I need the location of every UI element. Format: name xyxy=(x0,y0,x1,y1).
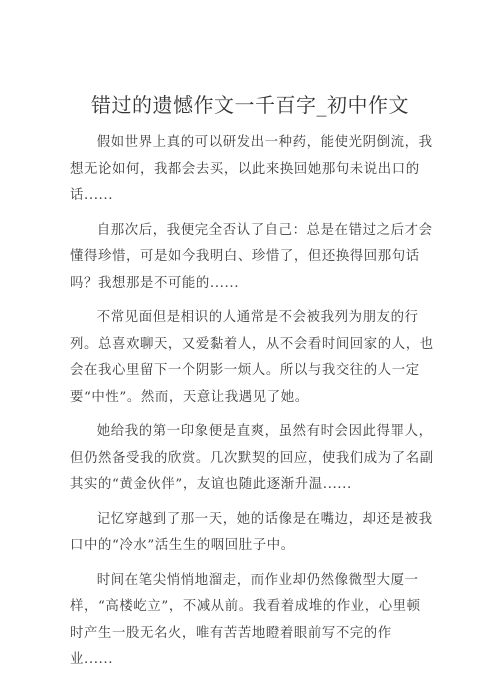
paragraph: 时间在笔尖悄悄地溜走，而作业却仍然像微型大厦一样，“高楼屹立”，不减从前。我看着成堆的作业，心里顿时产生一股无名火，唯有苦苦地瞪着眼前写不完的作业...... xyxy=(70,572,421,667)
paragraph: 记忆穿越到了那一天，她的话像是在嘴边，却还是被我口中的“冷水”活生生的咽回肚子中。 xyxy=(70,511,433,553)
paragraph: 她给我的第一印象便是直爽，虽然有时会因此得罪人，但仍然备受我的欣赏。几次默契的回应，使我们成为了名副其实的“黄金伙伴”，友谊也随此逐渐升温...... xyxy=(70,424,434,492)
paragraph: 自那次后，我便完全否认了自己：总是在错过之后才会懂得珍惜，可是如今我明白、珍惜了，但还换得回那句话吗？我想那是不可能的...... xyxy=(70,222,433,291)
paragraph: 不常见面但是相识的人通常是不会被我列为朋友的行列。总喜欢聊天，又爱黏着人，从不会看时间回家的人，也会在我心里留下一个阴影一烦人。所以与我交往的人一定要“中性”。然而，天意让我遇见了她。 xyxy=(70,310,434,405)
article-title: 错过的遗憾作文一千百字_初中作文 xyxy=(91,93,409,117)
paragraph: 假如世界上真的可以研发出一种药，能使光阴倒流，我想无论如何，我都会去买，以此来换回她那句未说出口的话...... xyxy=(70,135,433,203)
article-body xyxy=(70,130,434,682)
